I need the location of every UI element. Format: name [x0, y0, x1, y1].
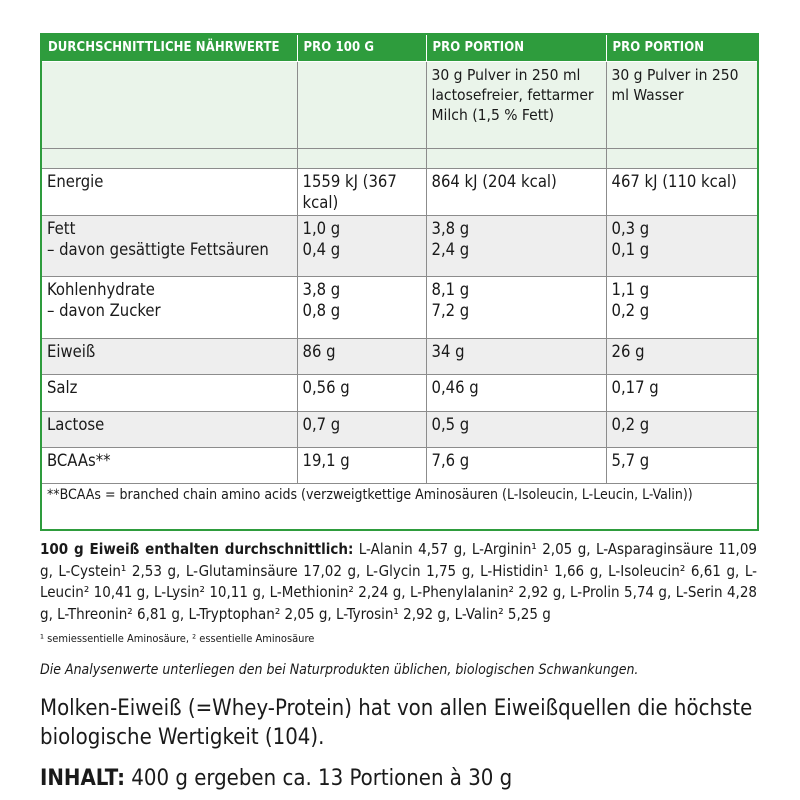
table-row-kohlenhydrate [41, 277, 758, 339]
value-portion-milk [426, 216, 606, 277]
row-label [41, 216, 297, 277]
table-footnote-row [41, 484, 758, 531]
row-label-sub: – davon Zucker [47, 300, 161, 320]
value-portion-milk: 7,6 g [426, 448, 606, 484]
package-contents [40, 766, 757, 791]
row-label-main: Fett [47, 219, 76, 239]
bcaa-footnote: **BCAAs = branched chain amino acids (verzweigtkettige Aminosäuren (L-Isoleucin, L-Leucin, L-Valin)) [41, 484, 758, 531]
value-sub: 7,2 g [431, 300, 470, 320]
value-sub: 0,2 g [611, 300, 650, 320]
amino-footnote: ¹ semiessentielle Aminosäure, ² essentielle Aminosäure [40, 632, 315, 646]
value-portion-water: 0,2 g [606, 412, 758, 448]
row-label: Salz [41, 375, 297, 412]
row-label [41, 277, 297, 339]
row-label-main: Kohlenhydrate [47, 280, 155, 300]
nutrition-table [40, 33, 759, 531]
value-main: 1,0 g [302, 219, 341, 239]
value-portion-water [606, 216, 758, 277]
spacer-cell [606, 149, 758, 169]
value-per-100g: 0,7 g [297, 412, 426, 448]
value-main: 1,1 g [611, 280, 650, 300]
value-sub: 2,4 g [431, 239, 470, 259]
value-per-100g: 86 g [297, 339, 426, 375]
table-subheader-row [41, 62, 758, 149]
value-per-100g [297, 277, 426, 339]
value-per-100g: 19,1 g [297, 448, 426, 484]
contents-text: 400 g ergeben ca. 13 Portionen à 30 g [125, 766, 513, 792]
value-portion-milk: 864 kJ (204 kcal) [426, 169, 606, 216]
table-row-fett [41, 216, 758, 277]
value-portion-water: 5,7 g [606, 448, 758, 484]
nutrition-page [40, 33, 757, 791]
value-portion-water: 26 g [606, 339, 758, 375]
table-row-energie [41, 169, 758, 216]
subheader-empty [297, 62, 426, 149]
whey-slogan: Molken-Eiweiß (=Whey-Protein) hat von allen Eiweißquellen die höchste biologische Wertigkeit (104). [40, 696, 753, 751]
value-portion-milk: 0,46 g [426, 375, 606, 412]
value-portion-milk: 34 g [426, 339, 606, 375]
header-per-portion-water: PRO PORTION [606, 34, 758, 62]
amino-lead: 100 g Eiweiß enthalten durchschnittlich: [40, 540, 354, 559]
value-portion-water [606, 277, 758, 339]
header-nutrients: DURCHSCHNITTLICHE NÄHRWERTE [41, 34, 297, 62]
value-per-100g: 0,56 g [297, 375, 426, 412]
row-label: Energie [41, 169, 297, 216]
value-sub: 0,1 g [611, 239, 650, 259]
value-main: 3,8 g [302, 280, 341, 300]
value-per-100g: 1559 kJ (367 kcal) [297, 169, 426, 216]
value-portion-milk [426, 277, 606, 339]
header-per-100g: PRO 100 G [297, 34, 426, 62]
contents-label: INHALT: [40, 766, 125, 792]
spacer-cell [41, 149, 297, 169]
row-label-sub: – davon gesättigte Fettsäuren [47, 239, 269, 259]
table-row-eiweiss [41, 339, 758, 375]
value-portion-water: 0,17 g [606, 375, 758, 412]
subheader-water: 30 g Pulver in 250 ml Wasser [606, 62, 758, 149]
amino-text: L-Alanin 4,57 g, L-Arginin¹ 2,05 g, L-Asparaginsäure 11,09 g, L-Cystein¹ 2,53 g, L-Glutaminsäure 17,02 g, L-Glycin 1,75 g, L-Histidin¹ 1,66 g, L-Isoleucin² 6,61 g, L-Leucin² 10,41 g, L-Lysin² 10,11 g, L-Methionin² 2,24 g, L-Phenylalanin² 2,92 g, L-Prolin 5,74 g, L-Serin 4,28 g, L-Threonin² 6,81 g, L-Tryptophan² 2,05 g, L-Tyrosin¹ 2,92 g, L-Valin² 5,25 g [40, 540, 758, 623]
amino-acid-profile [40, 539, 757, 625]
subheader-milk: 30 g Pulver in 250 ml lactosefreier, fettarmer Milch (1,5 % Fett) [426, 62, 606, 149]
value-main: 3,8 g [431, 219, 470, 239]
table-row-salz [41, 375, 758, 412]
table-header-row [41, 34, 758, 62]
row-label: Eiweiß [41, 339, 297, 375]
analysis-hint: Die Analysenwerte unterliegen den bei Naturprodukten üblichen, biologischen Schwankungen. [40, 662, 639, 679]
spacer-cell [297, 149, 426, 169]
table-row-lactose [41, 412, 758, 448]
value-portion-milk: 0,5 g [426, 412, 606, 448]
table-spacer-row [41, 149, 758, 169]
value-sub: 0,8 g [302, 300, 341, 320]
table-row-bcaas [41, 448, 758, 484]
value-main: 0,3 g [611, 219, 650, 239]
row-label: BCAAs** [41, 448, 297, 484]
row-label: Lactose [41, 412, 297, 448]
header-per-portion-milk: PRO PORTION [426, 34, 606, 62]
spacer-cell [426, 149, 606, 169]
value-sub: 0,4 g [302, 239, 341, 259]
subheader-empty [41, 62, 297, 149]
value-portion-water: 467 kJ (110 kcal) [606, 169, 758, 216]
value-per-100g [297, 216, 426, 277]
value-main: 8,1 g [431, 280, 470, 300]
